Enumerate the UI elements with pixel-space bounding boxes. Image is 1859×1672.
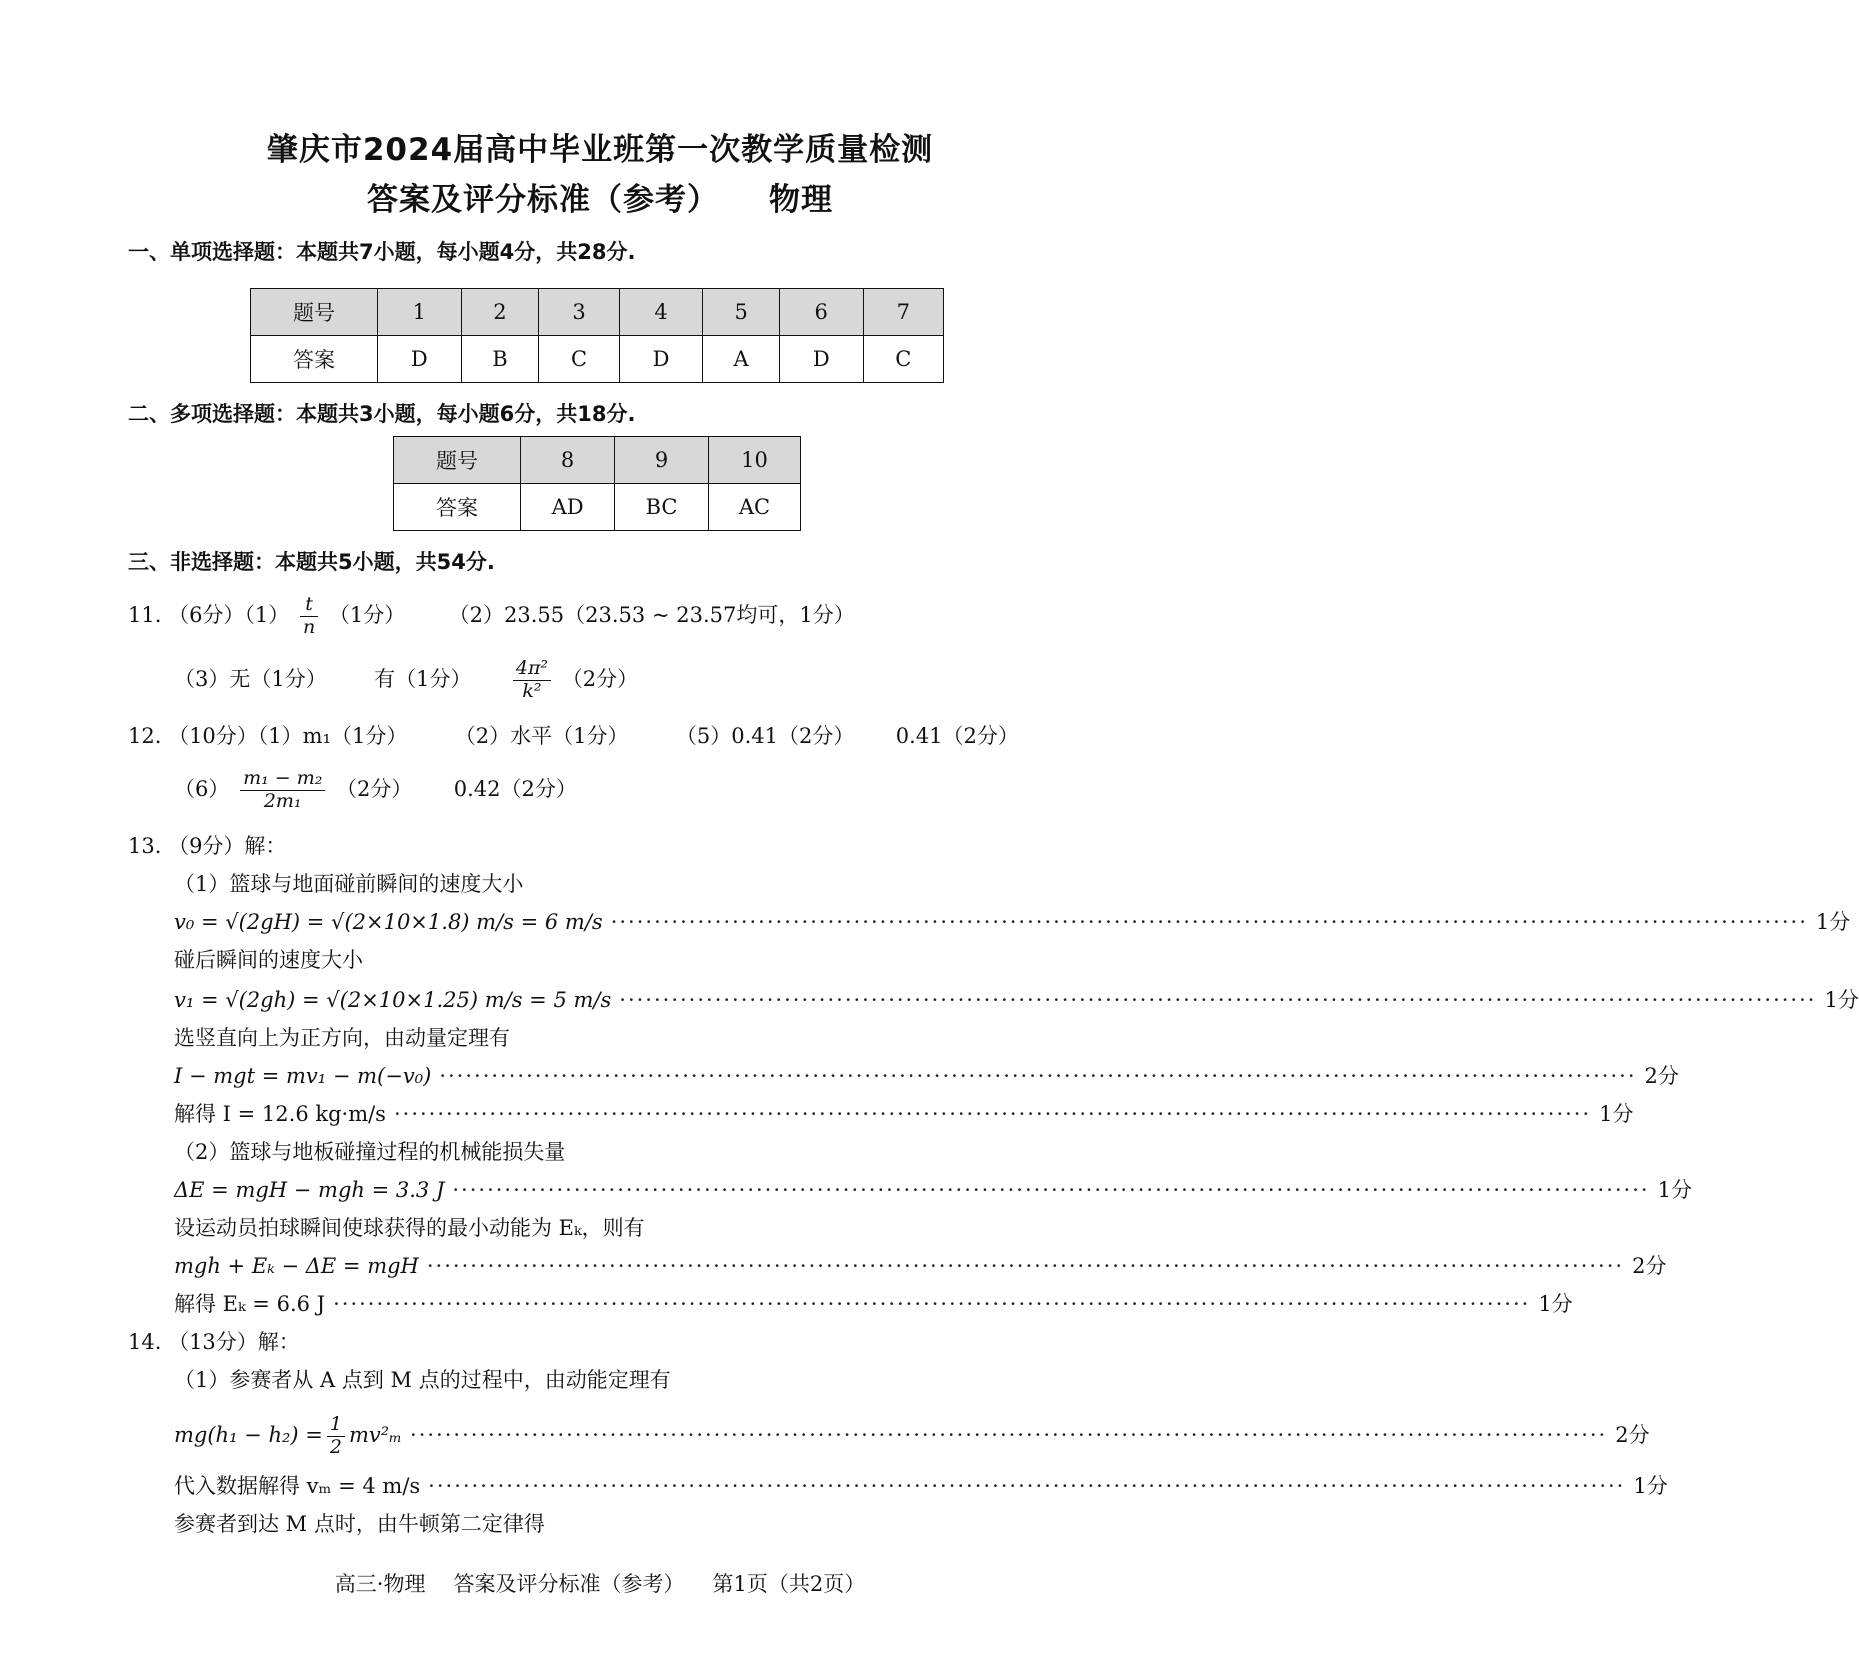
q12-part5: （5）0.41（2分） <box>675 724 855 748</box>
table-cell: 9 <box>615 437 709 484</box>
footer-doc-name: 答案及评分标准（参考） <box>453 1572 685 1596</box>
q11-line2 <box>174 658 638 703</box>
table-row <box>251 289 944 336</box>
q13-eq4-row <box>174 1098 1634 1128</box>
points-label: 2分 <box>1632 1254 1667 1278</box>
q12-part5b: 0.41（2分） <box>895 724 1019 748</box>
single-choice-answer-table <box>250 288 944 383</box>
fraction-numerator: t <box>300 594 318 617</box>
q13-eq6: mgh + Eₖ − ΔE = mgH <box>174 1254 419 1278</box>
table-row <box>394 484 801 531</box>
table-cell: D <box>378 336 462 383</box>
table-cell: A <box>703 336 780 383</box>
fraction-denominator: n <box>302 615 316 638</box>
q13-eq2: v₁ = √(2gh) = √(2×10×1.25) m/s = 5 m/s <box>174 988 612 1012</box>
table-cell: 5 <box>703 289 780 336</box>
table-header-cell: 答案 <box>394 484 521 531</box>
q11-fraction-4pi2-over-k2 <box>513 658 551 703</box>
fraction-denominator: 2m₁ <box>263 789 302 812</box>
q13-text3: 选竖直向上为正方向，由动量定理有 <box>174 1026 510 1050</box>
leader-dots: ·········································································································································· <box>619 988 1817 1012</box>
q12-part6-value: 0.42（2分） <box>453 776 577 801</box>
table-cell: B <box>461 336 539 383</box>
footer-page-number: 第1页（共2页） <box>712 1572 866 1596</box>
table-cell: C <box>863 336 943 383</box>
q13-eq7-row <box>174 1288 1573 1318</box>
points-label: 1分 <box>1599 1102 1634 1126</box>
q14-eq2-row <box>174 1470 1668 1500</box>
q12-part2: （2）水平（1分） <box>454 724 629 748</box>
eq-right: mv²ₘ <box>348 1422 403 1447</box>
points-label: 1分 <box>1633 1474 1668 1498</box>
fraction-denominator: 2 <box>329 1435 342 1458</box>
fraction-numerator: 4π² <box>513 658 551 681</box>
q12-line1 <box>128 720 1019 750</box>
q13-eq3-row <box>174 1060 1679 1090</box>
table-cell: 7 <box>863 289 943 336</box>
table-cell: 8 <box>521 437 615 484</box>
q13-heading: 13. （9分）解： <box>128 834 287 858</box>
section3-heading: 三、非选择题：本题共5小题，共54分. <box>128 550 495 574</box>
q13-eq1-row <box>174 906 1851 936</box>
footer-subject: 高三·物理 <box>334 1572 426 1596</box>
table-row <box>394 437 801 484</box>
leader-dots: ·········································································································································· <box>410 1422 1608 1447</box>
table-cell: D <box>619 336 703 383</box>
q14-eq2: 代入数据解得 vₘ = 4 m/s <box>174 1474 421 1498</box>
q13-eq5: ΔE = mgH − mgh = 3.3 J <box>174 1178 445 1202</box>
table-cell: 3 <box>539 289 619 336</box>
subject-label: 物理 <box>769 182 833 218</box>
q13-part2: （2）篮球与地板碰撞过程的机械能损失量 <box>174 1140 566 1164</box>
table-header-cell: 题号 <box>251 289 378 336</box>
points-label: 1分 <box>1824 988 1859 1012</box>
leader-dots: ·········································································································································· <box>439 1064 1637 1088</box>
document-title: 肇庆市2024届高中毕业班第一次教学质量检测 <box>266 132 934 168</box>
q11-line1 <box>128 594 855 639</box>
q13-eq5-row <box>174 1174 1692 1204</box>
table-cell: 2 <box>461 289 539 336</box>
q11-part3c-points: （2分） <box>561 666 639 691</box>
section2-heading: 二、多项选择题：本题共3小题，每小题6分，共18分. <box>128 402 636 426</box>
q12-part1: 12. （10分）（1）m₁（1分） <box>128 724 408 748</box>
page-footer <box>0 1568 1200 1598</box>
points-label: 1分 <box>1657 1178 1692 1202</box>
q14-fraction-half <box>327 1414 345 1459</box>
subtitle-text: 答案及评分标准（参考） <box>367 182 719 218</box>
table-row <box>251 336 944 383</box>
q13-eq1: v₀ = √(2gH) = √(2×10×1.8) m/s = 6 m/s <box>174 910 603 934</box>
q13-eq2-row <box>174 984 1859 1014</box>
q11-part2: （2）23.55（23.53 ~ 23.57均可，1分） <box>448 602 855 627</box>
points-label: 2分 <box>1615 1422 1650 1447</box>
table-cell: 6 <box>779 289 863 336</box>
q11-fraction-t-over-n <box>300 594 318 639</box>
table-cell: AC <box>708 484 800 531</box>
q12-fraction <box>240 768 325 813</box>
table-cell: 1 <box>378 289 462 336</box>
leader-dots: ·········································································································································· <box>393 1102 1592 1126</box>
q14-eq1-row <box>174 1413 1650 1459</box>
q12-line2 <box>174 768 577 813</box>
q13-text2: 碰后瞬间的速度大小 <box>174 948 363 972</box>
points-label: 1分 <box>1815 910 1851 934</box>
q13-eq3: I − mgt = mv₁ − m(−v₀) <box>174 1064 432 1088</box>
eq-left: mg(h₁ − h₂) = <box>174 1422 323 1447</box>
table-cell: 4 <box>619 289 703 336</box>
q11-part1-points: （1分） <box>328 602 406 627</box>
q11-part3a: （3）无（1分） <box>174 666 327 691</box>
leader-dots: ·········································································································································· <box>428 1474 1626 1498</box>
q14-part1: （1）参赛者从 A 点到 M 点的过程中，由动能定理有 <box>174 1368 671 1392</box>
fraction-denominator: k² <box>522 679 542 702</box>
leader-dots: ·········································································································································· <box>426 1254 1625 1278</box>
document-subtitle <box>0 174 1200 219</box>
q11-part3b: 有（1分） <box>374 666 472 691</box>
table-cell: BC <box>615 484 709 531</box>
fraction-numerator: 1 <box>327 1414 345 1437</box>
q14-eq1 <box>174 1414 402 1459</box>
points-label: 2分 <box>1644 1064 1679 1088</box>
q13-part1: （1）篮球与地面碰前瞬间的速度大小 <box>174 872 524 896</box>
points-label: 1分 <box>1538 1292 1573 1316</box>
table-cell: 10 <box>708 437 800 484</box>
q14-text3: 参赛者到达 M 点时，由牛顿第二定律得 <box>174 1512 545 1536</box>
q13-eq7: 解得 Eₖ = 6.6 J <box>174 1292 326 1316</box>
multi-choice-answer-table <box>393 436 801 531</box>
q13-eq6-row <box>174 1250 1667 1280</box>
table-cell: AD <box>521 484 615 531</box>
q12-part6-prefix: （6） <box>174 776 230 801</box>
q12-part6-points: （2分） <box>336 776 413 801</box>
q13-text6: 设运动员拍球瞬间使球获得的最小动能为 Eₖ，则有 <box>174 1216 645 1240</box>
q13-eq4: 解得 I = 12.6 kg·m/s <box>174 1102 386 1126</box>
q11-prefix: 11. （6分）（1） <box>128 602 290 627</box>
table-header-cell: 答案 <box>251 336 378 383</box>
fraction-numerator: m₁ − m₂ <box>240 768 325 791</box>
section1-heading: 一、单项选择题：本题共7小题，每小题4分，共28分. <box>128 240 636 264</box>
leader-dots: ·········································································································································· <box>610 910 1808 934</box>
table-cell: C <box>539 336 619 383</box>
leader-dots: ·········································································································································· <box>452 1178 1650 1202</box>
leader-dots: ·········································································································································· <box>333 1292 1531 1316</box>
table-header-cell: 题号 <box>394 437 521 484</box>
table-cell: D <box>779 336 863 383</box>
q14-heading: 14. （13分）解： <box>128 1330 300 1354</box>
